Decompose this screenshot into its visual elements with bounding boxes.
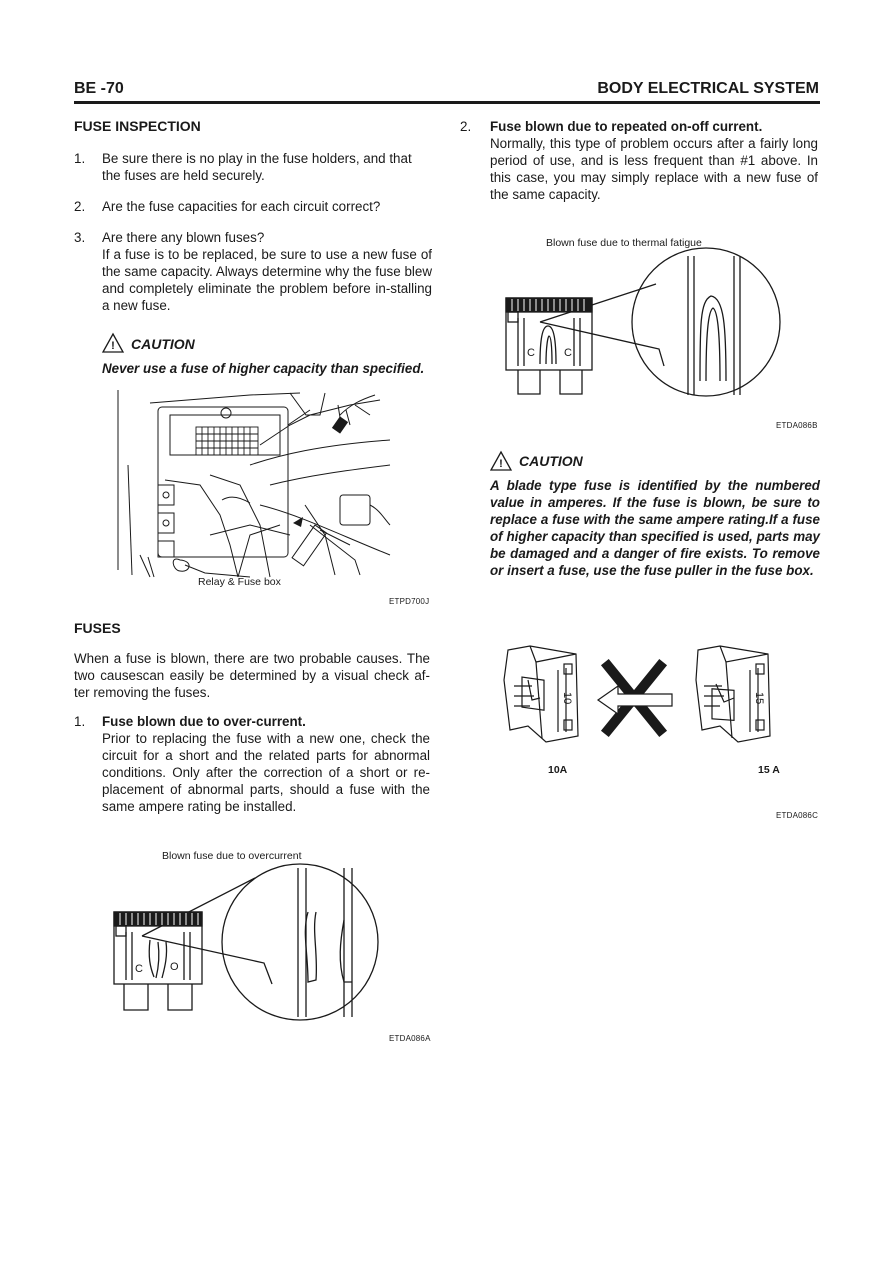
relay-fuse-box-illustration — [110, 385, 395, 580]
figure4-label-10a: 10A — [548, 764, 568, 776]
fuse-letter-c: C — [135, 963, 143, 975]
figure1-label: Relay & Fuse box — [198, 576, 281, 588]
caution-label-right: CAUTION — [519, 453, 583, 469]
fuse-imprint-10: 10 — [561, 692, 573, 705]
figure3-code: ETDA086B — [776, 421, 818, 430]
inspection-item-1-text: Be sure there is no play in the fuse holders, and that the fuses are held securely. — [102, 151, 412, 183]
inspection-item-3-text: Are there any blown fuses? — [102, 230, 265, 245]
figure1-code: ETPD700J — [389, 597, 430, 606]
fuse-letter-o: O — [170, 961, 179, 973]
inspection-item-3-detail: If a fuse is to be replaced, be sure to use a new fuse of the same capacity. Always determine why the fuse blew and completely eliminate the problem before in-stalling a new fuse. — [102, 247, 432, 313]
fuse-imprint-15: 15 — [753, 692, 765, 705]
inspection-item-3-number: 3. — [74, 230, 86, 245]
fuses-intro: When a fuse is blown, there are two probable causes. The two causescan easily be determined by a visual check af-ter removing the fuses. — [74, 651, 430, 700]
inspection-item-2-text: Are the fuse capacities for each circuit correct? — [102, 199, 381, 214]
figure4-label-15a: 15 A — [758, 764, 780, 776]
figure3-caption: Blown fuse due to thermal fatigue — [546, 237, 702, 249]
figure2-code: ETDA086A — [389, 1034, 431, 1043]
section-title: BODY ELECTRICAL SYSTEM — [597, 80, 819, 97]
fuse-rating-comparison-illustration — [500, 640, 790, 750]
inspection-item-2-number: 2. — [74, 199, 86, 214]
overcurrent-fuse-illustration — [112, 862, 404, 1018]
item-2-title: Fuse blown due to repeated on-off current. — [490, 119, 763, 134]
caution-icon — [490, 451, 512, 471]
reject-x-icon — [598, 666, 672, 730]
fuse-letter-c-right: C — [564, 347, 572, 359]
caution-icon — [102, 333, 124, 353]
caution-text-left: Never use a fuse of higher capacity than specified. — [102, 361, 425, 376]
inspection-title: FUSE INSPECTION — [74, 118, 201, 134]
header-rule — [74, 101, 820, 104]
page-number: BE -70 — [74, 80, 124, 97]
figure4-code: ETDA086C — [776, 811, 819, 820]
fuses-item-1-title: Fuse blown due to over-current. — [102, 714, 306, 729]
inspection-item-1-number: 1. — [74, 151, 86, 166]
fuses-title: FUSES — [74, 620, 121, 636]
figure2-caption: Blown fuse due to overcurrent — [162, 850, 302, 862]
thermal-fatigue-fuse-illustration — [504, 256, 784, 396]
fuses-item-1-number: 1. — [74, 714, 86, 729]
svg-text:!: ! — [499, 458, 503, 470]
item-2-text: Normally, this type of problem occurs after a fairly long period of use, and is less frequent than #1 above. In this case, you may simply replace with a new fuse of the same capacity. — [490, 136, 818, 202]
item-2-number: 2. — [460, 119, 472, 134]
caution-label-left: CAUTION — [131, 336, 195, 352]
caution-text-right: A blade type fuse is identified by the numbered value in amperes. If the fuse is blown, be sure to replace a fuse with the same ampere rating.If a fuse of higher capacity than specified is used, parts may be damaged and a danger of fire exists. To remove or insert a fuse, use the fuse puller in the fuse box. — [490, 478, 820, 578]
fuse-letter-c-left: C — [527, 347, 535, 359]
fuses-item-1-text: Prior to replacing the fuse with a new one, check the circuit for a short and the related parts for abnormal conditions. Only after the correction of a short or re-placement of abnormal parts, should a fuse with the same ampere rating be installed. — [102, 731, 430, 814]
svg-text:!: ! — [111, 340, 115, 352]
